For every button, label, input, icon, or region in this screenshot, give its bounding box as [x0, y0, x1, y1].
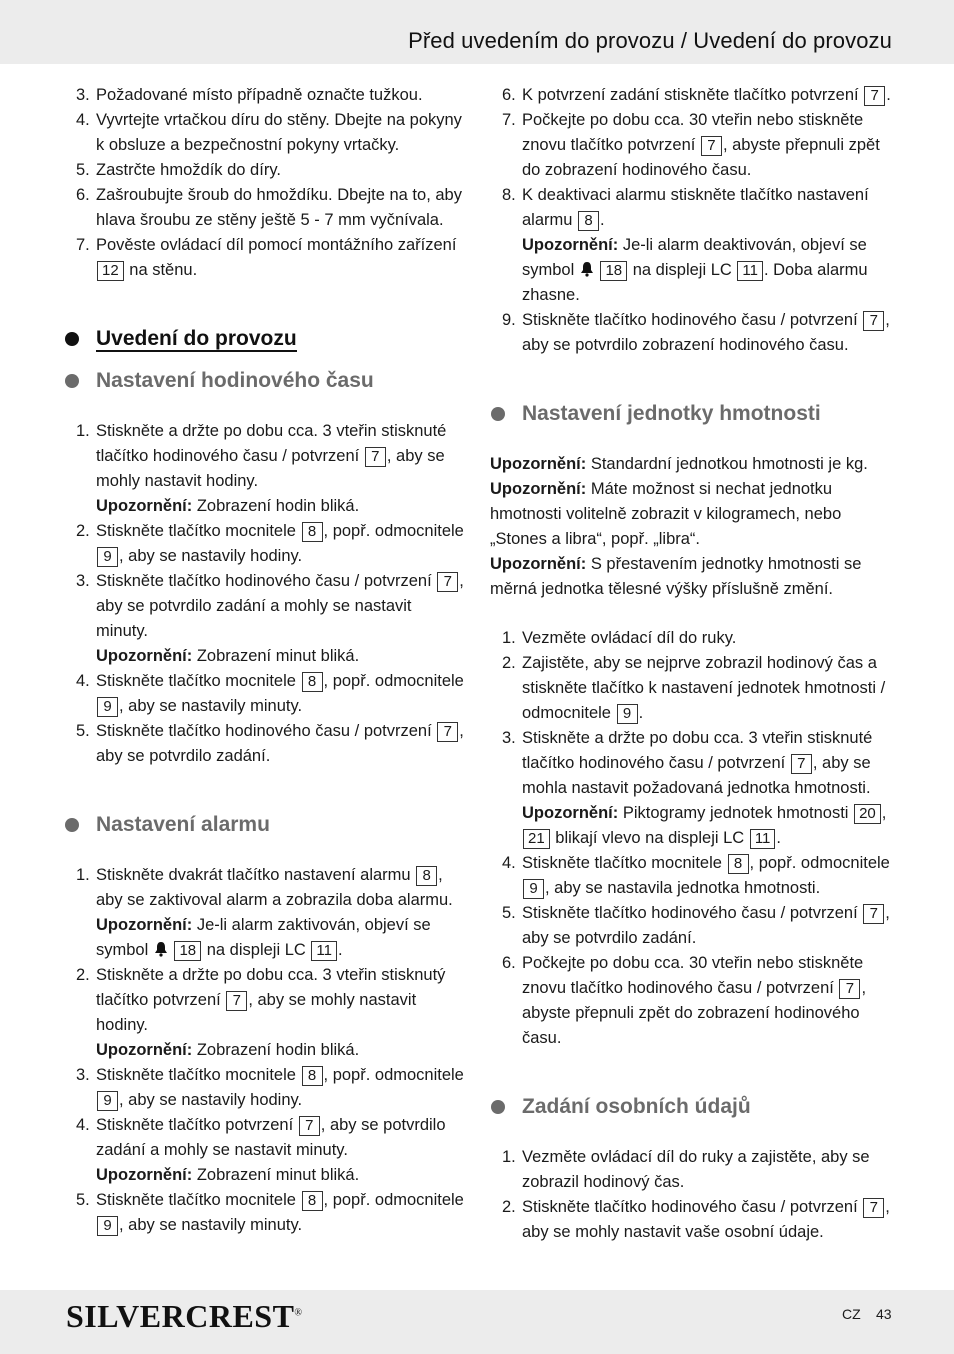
list-item: 1. Stiskněte a držte po dobu cca. 3 vteřin stisknuté tlačítko hodinového času / potvrzení 7 , aby se mohly nastavit hodiny. Upozornění: Zobrazení hodin bliká. [76, 422, 447, 515]
alarm-bell-icon [579, 261, 595, 277]
list-item: 5. Stiskněte tlačítko hodinového času / potvrzení 7 , aby se potvrdilo zadání. [502, 904, 890, 947]
list-item: 4. Stiskněte tlačítko mocnitele 8 , popř. odmocnitele 9 , aby se nastavila jednotka hmotnosti. [502, 854, 890, 897]
section-heading-startup: Uvedení do provozu [64, 325, 466, 353]
ref-number: 8 [302, 1191, 323, 1211]
alarm-bell-icon [153, 941, 169, 957]
list-item: 8. K deaktivaci alarmu stiskněte tlačítko nastavení alarmu 8 . Upozornění: Je-li alarm deaktivován, objeví se symbol 18 na displeji LC 11 . Doba alarmu zhasne. [502, 186, 869, 304]
list-item: 1. Vezměte ovládací díl do ruky. [502, 629, 737, 647]
ref-number: 18 [174, 941, 201, 961]
alarm-steps-continued-list [490, 83, 892, 358]
mounting-steps-list [64, 83, 466, 283]
language-code: CZ [842, 1306, 861, 1322]
ref-number: 7 [437, 722, 458, 742]
ref-number: 7 [299, 1116, 320, 1136]
ref-number: 7 [864, 86, 885, 106]
list-item: 4. Stiskněte tlačítko mocnitele 8 , popř. odmocnitele 9 , aby se nastavily minuty. [76, 672, 464, 715]
ref-number: 7 [863, 904, 884, 924]
personal-steps-list [490, 1145, 892, 1245]
list-item: 6. K potvrzení zadání stiskněte tlačítko potvrzení 7 . [502, 86, 891, 104]
list-item: 5. Stiskněte tlačítko mocnitele 8 , popř. odmocnitele 9 , aby se nastavily minuty. [76, 1191, 464, 1234]
right-column [490, 83, 892, 1245]
list-item: 3. Stiskněte a držte po dobu cca. 3 vteřin stisknuté tlačítko hodinového času / potvrzení 7 , aby se mohla nastavit požadovaná jednotka hmotnosti. Upozornění: Piktogramy jednotek hmotnosti 20 , 21 blikají vlevo na displeji LC 11 . [502, 729, 887, 847]
page-number: 43 [876, 1306, 892, 1322]
list-item: 9. Stiskněte tlačítko hodinového času / potvrzení 7 , aby se potvrdilo zobrazení hodinového času. [502, 311, 890, 354]
ref-number: 8 [578, 211, 599, 231]
ref-number: 9 [97, 1091, 118, 1111]
ref-number: 20 [854, 804, 881, 824]
subsection-heading-personal-data: Zadání osobních údajů [490, 1093, 892, 1121]
ref-number: 7 [437, 572, 458, 592]
bullet-dot-icon [491, 407, 505, 421]
ref-number: 7 [839, 979, 860, 999]
ref-number: 8 [302, 522, 323, 542]
ref-number: 12 [97, 261, 124, 281]
bullet-dot-icon [491, 1100, 505, 1114]
ref-number: 8 [302, 672, 323, 692]
ref-number: 9 [523, 879, 544, 899]
weight-note: Upozornění: S přestavením jednotky hmotnosti se měrná jednotka tělesné výšky příslušně změní. [490, 555, 862, 598]
list-item: 2. Zajistěte, aby se nejprve zobrazil hodinový čas a stiskněte tlačítko k nastavení jednotek hmotnosti / odmocnitele 9 . [502, 654, 886, 722]
ref-number: 11 [737, 261, 763, 281]
list-item: 7. Pověste ovládací díl pomocí montážního zařízení 12 na stěnu. [76, 236, 457, 279]
list-item: 4. Vyvrtejte vrtačkou díru do stěny. Dbejte na pokyny k obsluze a bezpečnostní pokyny vrtačky. [76, 111, 462, 154]
bullet-dot-icon [65, 332, 79, 346]
list-item: 4. Stiskněte tlačítko potvrzení 7 , aby se potvrdilo zadání a mohly se nastavit minuty. Upozornění: Zobrazení minut bliká. [76, 1116, 446, 1184]
ref-number: 7 [226, 991, 247, 1011]
list-item: 7. Počkejte po dobu cca. 30 vteřin nebo stiskněte znovu tlačítko potvrzení 7 , abyste přepnuli zpět do zobrazení hodinového času. [502, 111, 880, 179]
weight-note: Upozornění: Máte možnost si nechat jednotku hmotnosti volitelně zobrazit v kilogramech, nebo „Stones a libra“, popř. „libra“. [490, 480, 842, 548]
left-column [64, 83, 466, 1238]
list-item: 3. Požadované místo případně označte tužkou. [76, 86, 423, 104]
ref-number: 21 [523, 829, 550, 849]
subsection-heading-alarm: Nastavení alarmu [64, 811, 466, 839]
ref-number: 9 [97, 1216, 118, 1236]
ref-number: 8 [416, 866, 437, 886]
page-title: Před uvedením do provozu / Uvedení do provozu [408, 28, 892, 53]
ref-number: 7 [365, 447, 386, 467]
subsection-heading-time: Nastavení hodinového času [64, 367, 466, 395]
list-item: 2. Stiskněte tlačítko mocnitele 8 , popř. odmocnitele 9 , aby se nastavily hodiny. [76, 522, 464, 565]
list-item: 3. Stiskněte tlačítko mocnitele 8 , popř. odmocnitele 9 , aby se nastavily hodiny. [76, 1066, 464, 1109]
page-header [0, 0, 954, 64]
ref-number: 11 [311, 941, 337, 961]
ref-number: 7 [701, 136, 722, 156]
brand-logo: SILVERCREST® [66, 1298, 303, 1334]
time-steps-list [64, 419, 466, 769]
ref-number: 11 [750, 829, 776, 849]
list-item: 1. Stiskněte dvakrát tlačítko nastavení alarmu 8 , aby se zaktivoval alarm a zobrazila doba alarmu. Upozornění: Je-li alarm zaktivován, objeví se symbol 18 na displeji LC 11 . [76, 866, 453, 959]
ref-number: 7 [863, 1198, 884, 1218]
weight-note: Upozornění: Standardní jednotkou hmotnosti je kg. [490, 455, 868, 473]
list-item: 3. Stiskněte tlačítko hodinového času / potvrzení 7 , aby se potvrdilo zadání a mohly se nastavit minuty. Upozornění: Zobrazení minut bliká. [76, 572, 464, 665]
list-item: 6. Zašroubujte šroub do hmoždíku. Dbejte na to, aby hlava šroubu ze stěny ještě 5 - 7 mm vyčnívala. [76, 186, 462, 229]
ref-number: 7 [791, 754, 812, 774]
ref-number: 8 [302, 1066, 323, 1086]
list-item: 2. Stiskněte tlačítko hodinového času / potvrzení 7 , aby se mohly nastavit vaše osobní údaje. [502, 1198, 890, 1241]
bullet-dot-icon [65, 374, 79, 388]
list-item: 5. Stiskněte tlačítko hodinového času / potvrzení 7 , aby se potvrdilo zadání. [76, 722, 464, 765]
list-item: 1. Vezměte ovládací díl do ruky a zajistěte, aby se zobrazil hodinový čas. [502, 1148, 870, 1191]
ref-number: 9 [97, 547, 118, 567]
alarm-steps-list [64, 863, 466, 1238]
weight-steps-list [490, 626, 892, 1051]
list-item: 6. Počkejte po dobu cca. 30 vteřin nebo stiskněte znovu tlačítko hodinového času / potvrzení 7 , abyste přepnuli zpět do zobrazení hodinového času. [502, 954, 867, 1047]
list-item: 2. Stiskněte a držte po dobu cca. 3 vteřin stisknutý tlačítko potvrzení 7 , aby se mohly nastavit hodiny. Upozornění: Zobrazení hodin bliká. [76, 966, 446, 1059]
ref-number: 18 [600, 261, 627, 281]
ref-number: 9 [97, 697, 118, 717]
list-item: 5. Zastrčte hmoždík do díry. [76, 161, 281, 179]
subsection-heading-weight-unit: Nastavení jednotky hmotnosti [490, 400, 892, 428]
bullet-dot-icon [65, 818, 79, 832]
ref-number: 8 [728, 854, 749, 874]
ref-number: 7 [863, 311, 884, 331]
ref-number: 9 [617, 704, 638, 724]
